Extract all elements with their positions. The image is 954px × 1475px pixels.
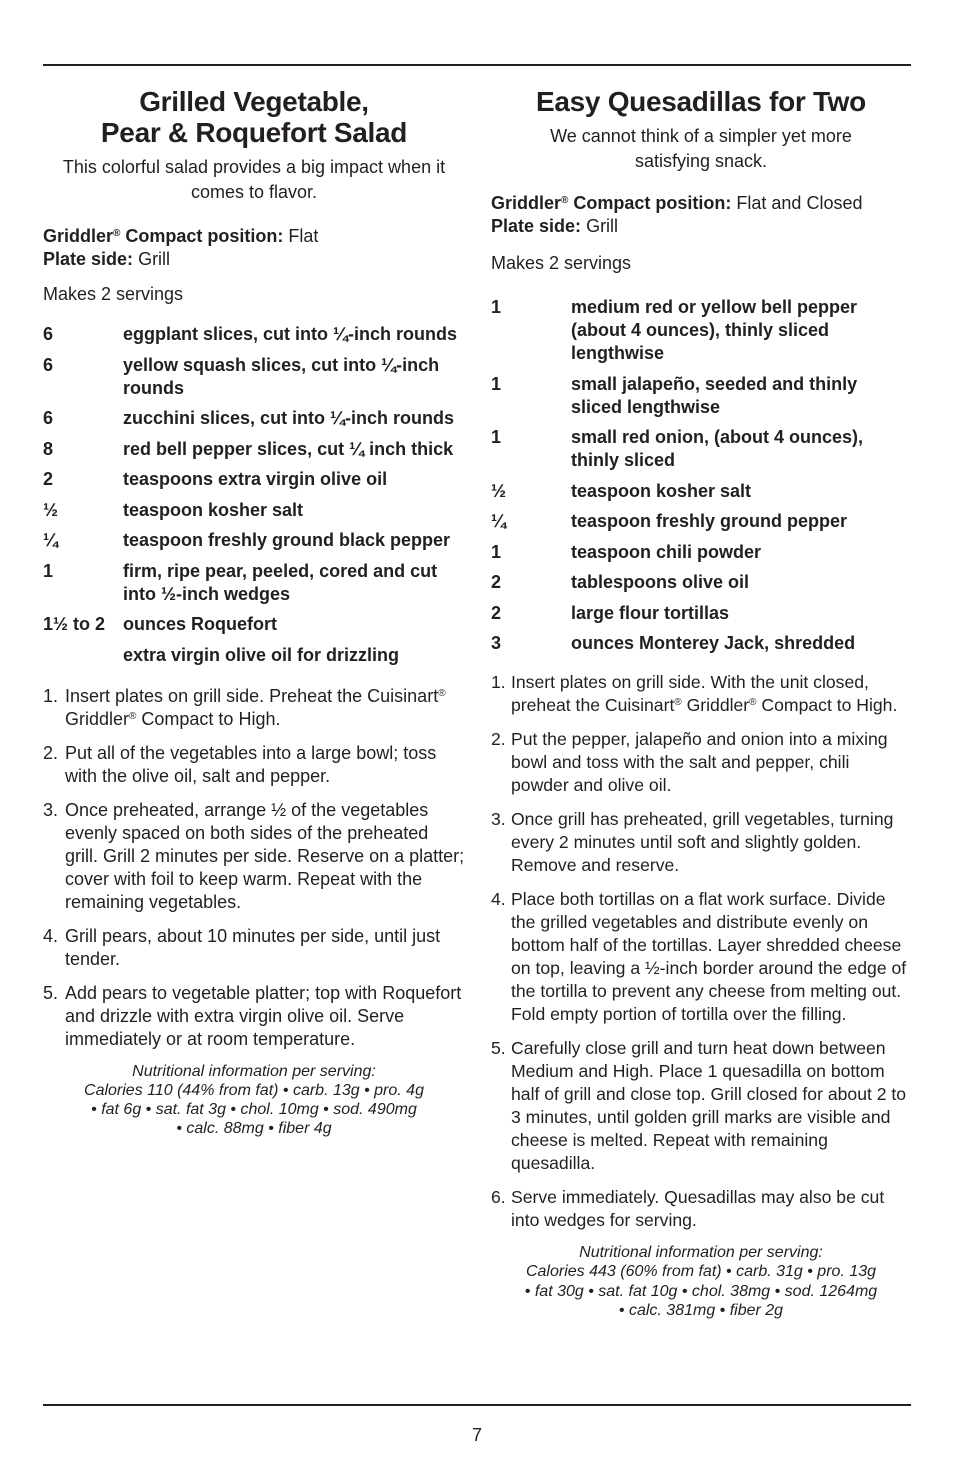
recipe-title-line-1: Grilled Vegetable,: [139, 86, 369, 117]
ingredient-list: [43, 323, 465, 667]
step-number: 5.: [43, 982, 59, 1003]
nutrition-line: • fat 30g • sat. fat 10g • chol. 38mg • sod. 1264mg: [524, 1282, 878, 1300]
ingredient-qty: 6: [43, 324, 54, 344]
step-text: Put all of the vegetables into a large bowl; toss with the olive oil, salt and pepper.: [65, 742, 437, 786]
instruction-step: [491, 808, 911, 877]
recipe-intro: This colorful salad provides a big impact when it comes to flavor.: [62, 157, 446, 202]
step-number: 1.: [491, 672, 506, 692]
position-value: Flat and Closed: [736, 193, 863, 213]
instruction-list: [43, 685, 465, 1051]
plate-label: Plate side:: [491, 216, 582, 236]
page-number: 7: [471, 1425, 482, 1445]
ingredient-desc: red bell pepper slices, cut ¼ inch thick: [123, 438, 454, 459]
step-number: 5.: [491, 1038, 506, 1058]
step-text: Place both tortillas on a flat work surface. Divide the grilled vegetables and distribute evenly on bottom half of the tortillas. Layer shredded cheese on top, leaving a ½-inch border around the edge of the tortilla to prevent any cheese from melting out. Fold empty portion of tortilla over the filling.: [511, 889, 907, 1024]
ingredient-row: [491, 296, 911, 365]
nutrition-heading: Nutritional information per serving:: [132, 1062, 376, 1080]
ingredient-row: [491, 632, 911, 655]
step-text: Put the pepper, jalapeño and onion into a mixing bowl and toss with the salt and pepper, chili powder and olive oil.: [511, 729, 888, 795]
instruction-step: [43, 685, 465, 731]
ingredient-desc: small jalapeño, seeded and thinly sliced lengthwise: [571, 373, 858, 417]
step-text: Grill pears, about 10 minutes per side, until just tender.: [65, 925, 441, 969]
step-number: 3.: [491, 809, 506, 829]
instruction-step: [43, 742, 465, 788]
ingredient-desc: zucchini slices, cut into ¼-inch rounds: [123, 408, 455, 428]
ingredient-desc: teaspoons extra virgin olive oil: [123, 469, 388, 489]
ingredient-desc: teaspoon freshly ground black pepper: [123, 530, 451, 550]
registered-mark: ®: [113, 228, 121, 239]
ingredient-desc: teaspoon kosher salt: [123, 499, 304, 520]
position-label: Griddler® Compact position:: [43, 226, 284, 246]
ingredient-row: [43, 613, 465, 636]
step-number: 1.: [43, 685, 59, 706]
recipe-title: Easy Quesadillas for Two: [536, 86, 866, 117]
ingredient-row: [491, 373, 911, 419]
step-text: Add pears to vegetable platter; top with Roquefort and drizzle with extra virgin olive oil. Serve immediately or at room temperature.: [65, 982, 462, 1049]
recipe-specs: [43, 225, 465, 271]
nutrition-info: [491, 1243, 911, 1320]
ingredient-row: [491, 480, 911, 503]
ingredient-qty: 2: [43, 469, 54, 489]
ingredient-desc: tablespoons olive oil: [571, 572, 750, 592]
ingredient-qty: 2: [491, 602, 502, 623]
ingredient-desc: ounces Monterey Jack, shredded: [571, 633, 856, 653]
registered-mark: ®: [438, 687, 446, 699]
position-label: Griddler® Compact position:: [491, 193, 732, 213]
step-number: 4.: [43, 925, 59, 946]
ingredient-desc: ounces Roquefort: [123, 614, 278, 634]
plate-line: [491, 215, 911, 238]
ingredient-qty: ½: [43, 499, 59, 520]
ingredient-desc: teaspoon freshly ground pepper: [571, 511, 848, 531]
ingredient-qty: 3: [491, 633, 502, 653]
ingredient-row: [491, 602, 911, 625]
ingredient-row: [43, 354, 465, 400]
registered-mark: ®: [749, 697, 757, 708]
ingredient-row: [43, 468, 465, 491]
nutrition-line: • fat 6g • sat. fat 3g • chol. 10mg • sod. 490mg: [91, 1101, 417, 1119]
ingredient-row: [43, 560, 465, 606]
ingredient-qty: 2: [491, 572, 502, 592]
instruction-step: [491, 1186, 911, 1232]
ingredient-desc: small red onion, (about 4 ounces), thinly sliced: [571, 427, 864, 470]
ingredient-row: [491, 426, 911, 472]
step-number: 2.: [491, 729, 506, 749]
ingredient-qty: 1½ to 2: [43, 614, 106, 634]
instruction-step: [491, 728, 911, 797]
instruction-step: [43, 982, 465, 1051]
registered-mark: ®: [674, 697, 682, 708]
ingredient-qty: [43, 644, 123, 667]
position-value: Flat: [288, 226, 319, 246]
step-text: Serve immediately. Quesadillas may also be cut into wedges for serving.: [511, 1187, 885, 1230]
step-text: Insert plates on grill side. Preheat the Cuisinart® Griddler® Compact to High.: [65, 685, 446, 729]
nutrition-line: • calc. 88mg • fiber 4g: [176, 1120, 332, 1138]
step-number: 4.: [491, 889, 506, 909]
step-text: Once grill has preheated, grill vegetables, turning every 2 minutes until soft and slightly golden. Remove and reserve.: [511, 809, 894, 875]
ingredient-desc: firm, ripe pear, peeled, cored and cut into ½-inch wedges: [123, 560, 438, 604]
ingredient-desc: extra virgin olive oil for drizzling: [123, 644, 400, 665]
ingredient-row: [43, 438, 465, 461]
ingredient-qty: 1: [491, 297, 502, 317]
nutrition-line: • calc. 381mg • fiber 2g: [618, 1301, 784, 1319]
ingredient-desc: eggplant slices, cut into ¼-inch rounds: [123, 324, 458, 344]
ingredient-qty: ½: [491, 480, 507, 501]
instruction-step: [43, 799, 465, 914]
step-text: Once preheated, arrange ½ of the vegetables evenly spaced on both sides of the preheated grill. Grill 2 minutes per side. Reserve on a platter; cover with foil to keep warm. Repeat with the remaining vegetables.: [65, 799, 465, 912]
ingredient-qty: 1: [491, 427, 502, 447]
recipe-title: [43, 80, 465, 148]
plate-line: [43, 248, 465, 271]
recipe-intro: We cannot think of a simpler yet more satisfying snack.: [550, 126, 852, 171]
ingredient-row: [491, 510, 911, 533]
nutrition-line: Calories 443 (60% from fat) • carb. 31g • pro. 13g: [525, 1263, 877, 1281]
instruction-step: [491, 1037, 911, 1175]
nutrition-info: [43, 1062, 465, 1139]
ingredient-desc: teaspoon chili powder: [571, 541, 762, 562]
servings: Makes 2 servings: [43, 284, 184, 304]
ingredient-qty: 8: [43, 438, 54, 459]
ingredient-row: [491, 541, 911, 564]
registered-mark: ®: [561, 195, 569, 206]
ingredient-row: [43, 499, 465, 522]
ingredient-desc: medium red or yellow bell pepper (about 4 ounces), thinly sliced lengthwise: [571, 297, 858, 363]
ingredient-row: [491, 571, 911, 594]
step-number: 3.: [43, 799, 59, 820]
ingredient-desc: teaspoon kosher salt: [571, 480, 752, 501]
ingredient-row: [43, 323, 465, 346]
ingredient-row: [43, 529, 465, 552]
step-text: Carefully close grill and turn heat down between Medium and High. Place 1 quesadilla on bottom half of grill and close top. Grill closed for about 2 to 3 minutes, until golden grill marks are visible and cheese is melted. Repeat with remaining quesadilla.: [511, 1038, 907, 1173]
top-divider: [43, 64, 911, 66]
ingredient-qty: 1: [491, 541, 502, 562]
step-text: Insert plates on grill side. With the unit closed, preheat the Cuisinart® Griddler® Compact to High.: [511, 672, 898, 715]
ingredient-qty: ¼: [491, 511, 507, 531]
plate-value: Grill: [586, 216, 619, 236]
plate-label: Plate side:: [43, 249, 134, 269]
instruction-step: [491, 671, 911, 717]
ingredient-row: [43, 407, 465, 430]
nutrition-line: Calories 110 (44% from fat) • carb. 13g • pro. 4g: [84, 1081, 424, 1099]
step-number: 6.: [491, 1187, 506, 1207]
ingredient-desc: yellow squash slices, cut into ¼-inch rounds: [123, 354, 440, 398]
recipe-easy-quesadillas: [491, 80, 911, 1320]
nutrition-heading: Nutritional information per serving:: [579, 1244, 823, 1261]
position-line: [43, 225, 465, 248]
ingredient-list: [491, 296, 911, 655]
bottom-divider: [43, 1404, 911, 1406]
servings: Makes 2 servings: [491, 253, 632, 273]
step-number: 2.: [43, 742, 59, 763]
ingredient-qty: 6: [43, 408, 54, 428]
ingredient-qty: 6: [43, 354, 54, 375]
ingredient-row: [43, 644, 465, 667]
ingredient-qty: 1: [491, 373, 502, 394]
plate-value: Grill: [138, 249, 171, 269]
ingredient-qty: 1: [43, 560, 54, 581]
recipe-specs: [491, 192, 911, 238]
recipe-title-line-2: Pear & Roquefort Salad: [100, 117, 408, 148]
ingredient-desc: large flour tortillas: [571, 602, 730, 623]
instruction-step: [43, 925, 465, 971]
instruction-list: [491, 671, 911, 1232]
position-line: [491, 192, 911, 215]
registered-mark: ®: [129, 710, 137, 722]
instruction-step: [491, 888, 911, 1026]
ingredient-qty: ¼: [43, 530, 59, 550]
recipe-grilled-vegetable-salad: [43, 80, 465, 1139]
